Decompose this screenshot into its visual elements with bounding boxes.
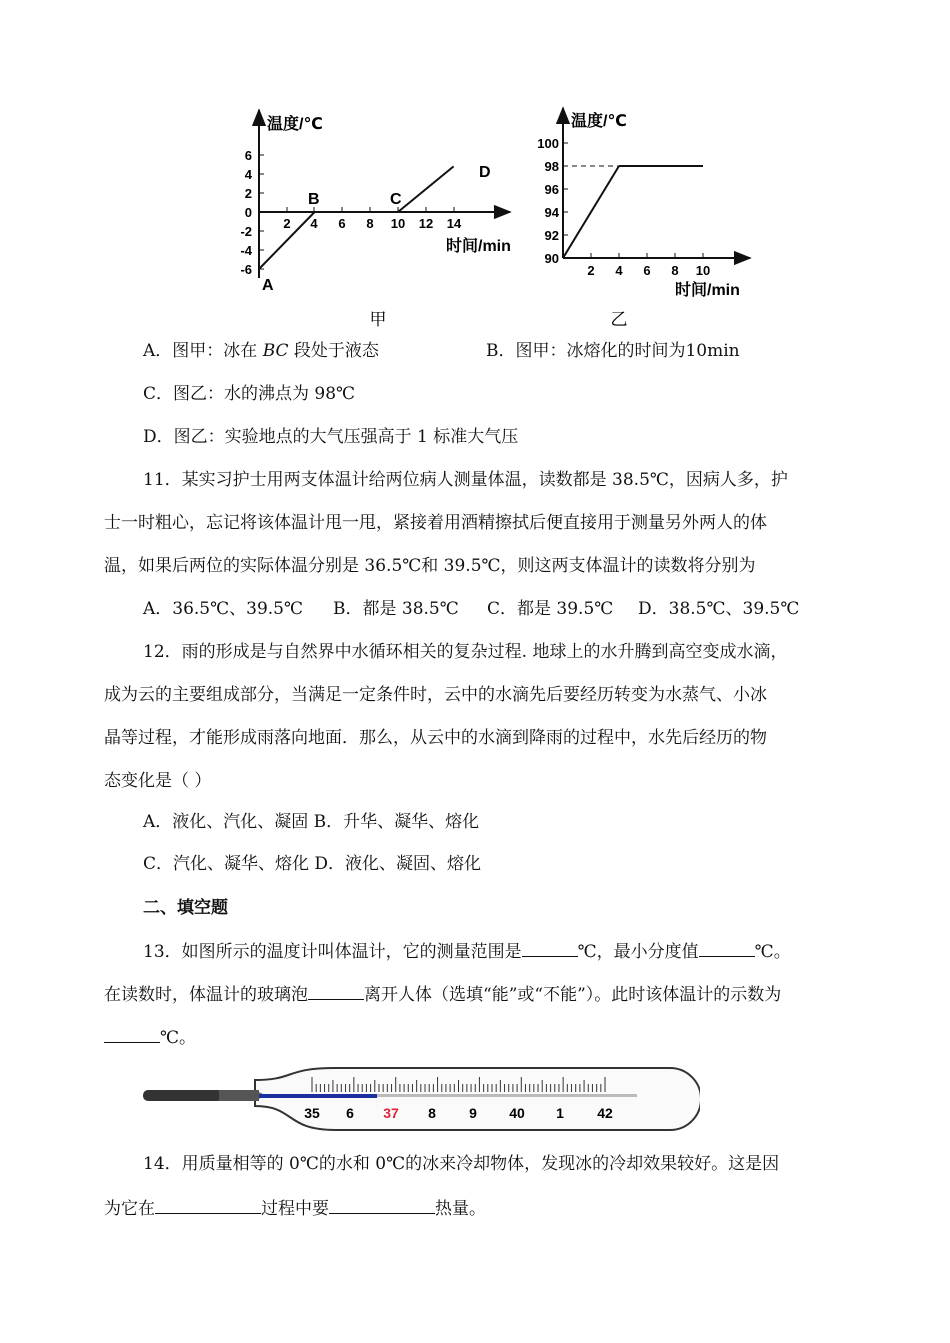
q12-line-1: 12．雨的形成是与自然界中水循环相关的复杂过程. 地球上的水升腾到高空变成水滴， [143,642,788,662]
q12-line-4: 态变化是（ ） [104,771,212,791]
q13-blank-reading [104,1024,160,1043]
scale-label-37: 37 [383,1105,399,1121]
q14-line-1: 14．用质量相等的 0℃的水和 0℃的冰来冷却物体，发现冰的冷却效果较好。这是因 [143,1154,780,1174]
y-tick-label: -4 [240,243,252,258]
y-tick-label: 92 [544,228,559,243]
y-tick-label: -2 [240,224,252,239]
q12-line-3: 晶等过程，才能形成雨落向地面．那么，从云中的水滴到降雨的过程中，水先后经历的物 [104,728,767,748]
x-tick-label: 8 [671,263,679,278]
x-tick-label: 4 [615,263,623,278]
scale-label-39: 9 [469,1105,477,1121]
thermometer-bulb [143,1090,223,1101]
ice-line-segment-3 [398,166,454,212]
q13-text-2b: 离开人体（选填“能”或“不能”）。此时该体温计的示数为 [364,985,782,1005]
y-tick-label: 100 [537,136,559,151]
y-tick-96 [545,182,568,197]
y-tick-label: -6 [240,262,252,277]
q10-option-a-suffix: 段处于液态 [288,341,379,361]
y-tick-neg6 [240,262,264,277]
q10-option-d: D．图乙：实验地点的大气压强高于 1 标准大气压 [143,427,519,447]
q13-blank-bulb [308,981,364,1000]
x-tick-label: 10 [695,263,711,278]
x-tick-6 [643,253,650,278]
q11-line-2: 士一时粗心，忘记将该体温计甩一甩，紧接着用酒精擦拭后便直接用于测量另外两人的体 [104,513,767,533]
x-tick-label: 10 [390,216,406,231]
q13-blank-range [522,938,578,957]
q12-options-ab: A．液化、汽化、凝固 B．升华、凝华、熔化 [143,812,480,832]
scale-label-36: 6 [346,1105,354,1121]
q13-text-3b: ℃。 [160,1028,197,1048]
x-tick-8 [366,207,373,231]
q13-text-2a: 在读数时，体温计的玻璃泡 [104,985,308,1005]
y-tick-neg4 [240,243,264,258]
x-tick-label: 2 [283,216,291,231]
y-tick-label: 0 [244,205,252,220]
y-tick-0 [245,205,252,220]
y-tick-90 [545,251,559,266]
scale-label-42: 42 [597,1105,613,1121]
y-axis-label: 温度/℃ [267,116,323,133]
y-axis-label: 温度/℃ [571,113,627,130]
scale-label-40: 40 [509,1105,525,1121]
y-tick-label: 2 [244,186,252,201]
x-tick-10 [391,207,405,231]
y-tick-label: 98 [544,159,559,174]
y-tick-6 [245,148,264,163]
mercury-column [259,1094,377,1098]
point-label-c: C [390,191,402,208]
q10-option-b: B．图甲：冰熔化的时间为10min [486,341,740,361]
x-tick-4 [310,207,318,231]
x-tick-12 [419,207,433,231]
water-line-segment-1 [563,166,619,258]
q13-line-2 [104,981,781,1007]
q11-line-3: 温，如果后两位的实际体温分别是 36.5℃和 39.5℃，则这两支体温计的读数将分别为 [104,556,756,576]
y-tick-label: 96 [544,182,559,197]
x-tick-8 [671,253,678,278]
point-label-a: A [262,277,274,294]
q13-text-1a: 13．如图所示的温度计叫体温计，它的测量范围是 [143,942,522,962]
scale-label-35: 35 [304,1105,320,1121]
q14-line-2 [104,1195,486,1221]
caption-yi: 乙 [610,310,628,329]
thermometer-neck [219,1090,259,1101]
q14-blank-process [155,1195,261,1214]
y-tick-94 [545,205,568,220]
y-tick-label: 4 [244,167,252,182]
q11-option-b: B．都是 38.5℃ [333,599,459,619]
q14-text-2b: 过程中要 [261,1199,329,1219]
q13-line-1 [143,938,791,964]
x-tick-label: 8 [366,216,374,231]
q10-option-a [143,339,379,363]
point-label-d: D [479,164,491,181]
y-tick-4 [245,167,264,182]
q14-text-2c: 热量。 [435,1199,486,1219]
y-tick-label: 6 [244,148,252,163]
q11-line-1: 11．某实习护士用两支体温计给两位病人测量体温，读数都是 38.5℃，因病人多，护 [143,470,788,490]
thermometer-glass-tube [255,1068,700,1130]
q10-option-c: C．图乙：水的沸点为 98℃ [143,384,356,404]
q12-line-2: 成为云的主要组成部分，当满足一定条件时，云中的水滴先后要经历转变为水蒸气、小冰 [104,685,767,705]
section-title-fill-in: 二、填空题 [143,898,228,918]
x-tick-14 [447,207,462,231]
graph-jia [225,100,535,335]
q12-options-cd: C．汽化、凝华、熔化 D．液化、凝固、熔化 [143,854,482,874]
q13-blank-division [699,938,755,957]
q13-text-1c: ℃。 [754,942,791,962]
q13-text-1b: ℃，最小分度值 [577,942,699,962]
scale-label-41: 1 [556,1105,564,1121]
q14-text-2a: 为它在 [104,1199,155,1219]
x-tick-2 [283,207,290,231]
x-tick-10 [696,253,710,278]
scale-label-38: 8 [428,1105,436,1121]
x-axis-label: 时间/min [675,282,740,299]
q10-option-a-segment: BC [262,341,289,361]
graph-yi [525,100,770,335]
point-label-b: B [308,191,320,208]
x-tick-4 [615,253,623,278]
clinical-thermometer [135,1062,700,1134]
x-axis-label: 时间/min [446,238,511,255]
x-tick-label: 14 [446,216,462,231]
y-tick-92 [545,228,568,243]
x-tick-label: 6 [643,263,651,278]
caption-jia: 甲 [369,310,387,329]
q11-option-a: A．36.5℃、39.5℃ [143,599,304,619]
capillary [377,1094,637,1097]
y-tick-label: 94 [544,205,559,220]
x-tick-label: 6 [338,216,346,231]
series-water [563,166,703,258]
y-tick-label: 90 [544,251,559,266]
q13-line-3 [104,1024,196,1050]
y-tick-2 [245,186,264,201]
q14-blank-heat [329,1195,435,1214]
x-tick-label: 12 [418,216,434,231]
x-tick-2 [587,253,594,278]
x-tick-6 [338,207,345,231]
y-tick-neg2 [240,224,264,239]
x-tick-label: 2 [587,263,595,278]
q11-option-c: C．都是 39.5℃ [487,599,614,619]
q11-option-d: D．38.5℃、39.5℃ [638,599,800,619]
q10-option-a-prefix: A．图甲：冰在 [143,341,263,361]
x-tick-label: 4 [310,216,318,231]
